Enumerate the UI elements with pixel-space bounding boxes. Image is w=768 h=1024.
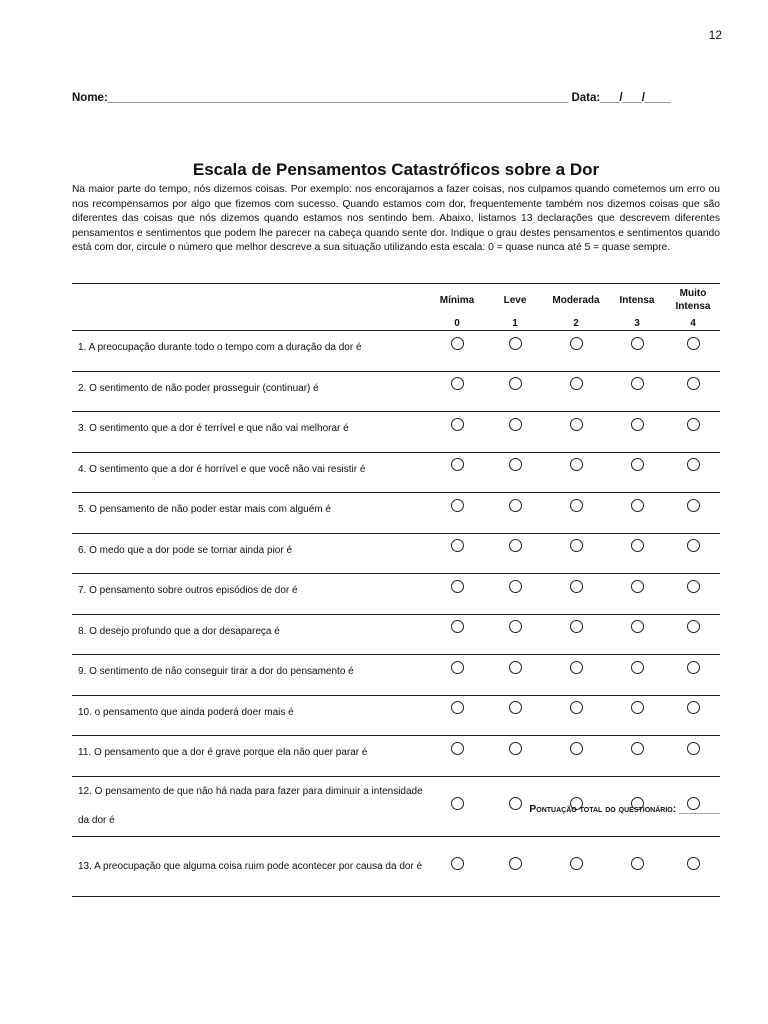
answer-radio-2[interactable]	[570, 539, 583, 552]
question-text: 9. O sentimento de não conseguir tirar a dor do pensamento é	[78, 666, 354, 678]
answer-radio-4[interactable]	[687, 620, 700, 633]
question-column-header	[72, 284, 428, 331]
answer-cell	[428, 452, 486, 493]
question-text: 3. O sentimento que a dor é terrível e que não vai melhorar é	[78, 423, 349, 435]
answer-cell	[544, 493, 608, 534]
answer-radio-3[interactable]	[631, 742, 644, 755]
answer-cell	[608, 836, 666, 896]
answer-radio-3[interactable]	[631, 661, 644, 674]
answer-radio-4[interactable]	[687, 580, 700, 593]
question-text: 8. O desejo profundo que a dor desapareça é	[78, 625, 280, 637]
scale-label: Mínima	[439, 295, 475, 306]
answer-radio-0[interactable]	[451, 701, 464, 714]
answer-radio-2[interactable]	[570, 337, 583, 350]
answer-radio-3[interactable]	[631, 620, 644, 633]
answer-radio-4[interactable]	[687, 377, 700, 390]
answer-radio-1[interactable]	[509, 499, 522, 512]
answer-radio-2[interactable]	[570, 377, 583, 390]
answer-cell	[428, 371, 486, 412]
answer-cell	[544, 452, 608, 493]
answer-cell	[544, 331, 608, 372]
answer-radio-1[interactable]	[509, 580, 522, 593]
answer-cell	[608, 574, 666, 615]
answer-cell	[608, 452, 666, 493]
answer-cell	[486, 493, 544, 534]
scale-label: Moderada	[552, 295, 600, 306]
answer-radio-3[interactable]	[631, 539, 644, 552]
answer-cell	[666, 412, 720, 453]
answer-cell	[544, 412, 608, 453]
answer-radio-2[interactable]	[570, 857, 583, 870]
answer-radio-3[interactable]	[631, 499, 644, 512]
name-date-field[interactable]: Nome:________________________________________________________________________ Data:___/___/____	[72, 92, 671, 104]
question-row	[72, 533, 720, 574]
answer-radio-2[interactable]	[570, 418, 583, 431]
answer-radio-0[interactable]	[451, 742, 464, 755]
answer-cell	[608, 533, 666, 574]
answer-cell	[486, 614, 544, 655]
answer-cell	[608, 331, 666, 372]
answer-radio-0[interactable]	[451, 539, 464, 552]
answer-cell	[608, 736, 666, 777]
scale-value: 3	[634, 318, 640, 329]
question-text: 13. A preocupação que alguma coisa ruim pode acontecer por causa da dor é	[78, 860, 423, 872]
answer-cell	[544, 574, 608, 615]
answer-cell	[544, 371, 608, 412]
scale-label: Muito Intensa	[675, 288, 711, 312]
answer-radio-0[interactable]	[451, 797, 464, 810]
answer-radio-2[interactable]	[570, 458, 583, 471]
scale-header-2	[544, 284, 608, 331]
scale-label: Intensa	[619, 295, 655, 306]
answer-radio-0[interactable]	[451, 580, 464, 593]
answer-radio-0[interactable]	[451, 418, 464, 431]
question-text: 4. O sentimento que a dor é horrível e que você não vai resistir é	[78, 463, 366, 475]
answer-cell	[428, 836, 486, 896]
question-row	[72, 452, 720, 493]
answer-radio-4[interactable]	[687, 337, 700, 350]
answer-cell	[544, 836, 608, 896]
answer-radio-1[interactable]	[509, 701, 522, 714]
answer-cell	[486, 695, 544, 736]
answer-cell	[666, 695, 720, 736]
answer-cell	[486, 412, 544, 453]
answer-cell	[666, 655, 720, 696]
answer-cell	[666, 614, 720, 655]
answer-radio-3[interactable]	[631, 580, 644, 593]
answer-cell	[666, 452, 720, 493]
answer-cell	[428, 574, 486, 615]
answer-cell	[544, 655, 608, 696]
answer-radio-0[interactable]	[451, 661, 464, 674]
answer-cell	[486, 574, 544, 615]
question-row	[72, 331, 720, 372]
answer-cell	[666, 371, 720, 412]
answer-radio-4[interactable]	[687, 742, 700, 755]
answer-cell	[428, 695, 486, 736]
page-number: 12	[708, 28, 722, 42]
question-row	[72, 836, 720, 896]
answer-radio-1[interactable]	[509, 539, 522, 552]
answer-cell	[666, 493, 720, 534]
scale-value: 1	[512, 318, 518, 329]
answer-radio-1[interactable]	[509, 337, 522, 350]
answer-cell	[486, 655, 544, 696]
answer-cell	[428, 776, 486, 836]
scale-header-0	[428, 284, 486, 331]
answer-radio-1[interactable]	[509, 377, 522, 390]
scale-header-3	[608, 284, 666, 331]
answer-radio-4[interactable]	[687, 701, 700, 714]
answer-radio-0[interactable]	[451, 620, 464, 633]
answer-radio-1[interactable]	[509, 418, 522, 431]
scale-header-4	[666, 284, 720, 331]
scale-value: 0	[454, 318, 460, 329]
question-text: 11. O pensamento que a dor é grave porque ela não quer parar é	[78, 747, 368, 759]
answer-radio-0[interactable]	[451, 499, 464, 512]
question-row	[72, 371, 720, 412]
answer-radio-3[interactable]	[631, 701, 644, 714]
question-row	[72, 655, 720, 696]
question-row	[72, 695, 720, 736]
answer-cell	[544, 614, 608, 655]
question-text: 2. O sentimento de não poder prosseguir (continuar) é	[78, 382, 319, 394]
answer-radio-2[interactable]	[570, 620, 583, 633]
answer-cell	[428, 614, 486, 655]
answer-radio-1[interactable]	[509, 857, 522, 870]
answer-cell	[486, 533, 544, 574]
answer-cell	[428, 655, 486, 696]
answer-cell	[608, 614, 666, 655]
answer-radio-3[interactable]	[631, 857, 644, 870]
answer-cell	[666, 331, 720, 372]
question-text: 5. O pensamento de não poder estar mais com alguém é	[78, 504, 331, 516]
answer-radio-0[interactable]	[451, 377, 464, 390]
answer-cell	[428, 412, 486, 453]
scale-header-row	[72, 284, 720, 331]
answer-cell	[608, 371, 666, 412]
question-row	[72, 412, 720, 453]
answer-cell	[608, 695, 666, 736]
answer-cell	[666, 736, 720, 777]
question-row	[72, 614, 720, 655]
scale-value: 2	[573, 318, 579, 329]
scale-label: Leve	[503, 295, 527, 306]
answer-radio-0[interactable]	[451, 458, 464, 471]
answer-cell	[428, 493, 486, 534]
answer-radio-4[interactable]	[687, 418, 700, 431]
answer-radio-3[interactable]	[631, 418, 644, 431]
answer-radio-2[interactable]	[570, 580, 583, 593]
page-title: Escala de Pensamentos Catastróficos sobre a Dor	[192, 160, 600, 179]
answer-cell	[428, 331, 486, 372]
question-row	[72, 736, 720, 777]
question-text: 6. O medo que a dor pode se tornar ainda pior é	[78, 544, 293, 556]
answer-radio-4[interactable]	[687, 661, 700, 674]
scale-value: 4	[690, 318, 696, 329]
answer-cell	[486, 331, 544, 372]
question-row	[72, 574, 720, 615]
question-text: 7. O pensamento sobre outros episódios de dor é	[78, 585, 298, 597]
answer-radio-1[interactable]	[509, 458, 522, 471]
answer-radio-1[interactable]	[509, 661, 522, 674]
question-text: 10. o pensamento que ainda poderá doer mais é	[78, 706, 294, 718]
answer-radio-3[interactable]	[631, 337, 644, 350]
answer-radio-3[interactable]	[631, 458, 644, 471]
scale-header-1	[486, 284, 544, 331]
answer-radio-2[interactable]	[570, 701, 583, 714]
answer-cell	[608, 412, 666, 453]
answer-cell	[544, 736, 608, 777]
answer-cell	[666, 836, 720, 896]
instructions-paragraph: Na maior parte do tempo, nós dizemos coisas. Por exemplo: nos encorajamos a fazer coisas, nos culpamos quando cometemos um erro ou nos recompensamos por algo que fizemos com sucesso. Quando estamos com dor, frequentemente também nos dizemos coisas que são diferentes das coisas que nós dizemos quando estamos nos sentindo bem. Abaixo, listamos 13 declarações que descrevem diferentes pensamentos e sentimentos que podem lhe parecer na cabeça quando sente dor. Indique o grau destes pensamentos e sentimentos quando está com dor, circule o número que melhor descreve a sua situação utilizando esta escala: 0 = quase nunca até 5 = quase sempre.	[72, 184, 720, 253]
answer-cell	[544, 695, 608, 736]
answer-cell	[666, 574, 720, 615]
answer-cell	[428, 533, 486, 574]
answer-radio-1[interactable]	[509, 620, 522, 633]
answer-cell	[486, 452, 544, 493]
answer-radio-2[interactable]	[570, 661, 583, 674]
answer-cell	[608, 655, 666, 696]
question-text: 1. A preocupação durante todo o tempo com a duração da dor é	[78, 342, 362, 354]
answer-radio-2[interactable]	[570, 742, 583, 755]
total-score-field[interactable]: Pontuação total do questionário: _______	[529, 803, 720, 815]
answer-cell	[486, 836, 544, 896]
answer-cell	[608, 493, 666, 534]
answer-cell	[428, 736, 486, 777]
answer-cell	[486, 736, 544, 777]
answer-cell	[486, 371, 544, 412]
question-row	[72, 493, 720, 534]
answer-cell	[666, 533, 720, 574]
answer-radio-4[interactable]	[687, 857, 700, 870]
answer-radio-0[interactable]	[451, 337, 464, 350]
answer-radio-1[interactable]	[509, 797, 522, 810]
answer-radio-2[interactable]	[570, 499, 583, 512]
answer-radio-4[interactable]	[687, 458, 700, 471]
answer-radio-1[interactable]	[509, 742, 522, 755]
answer-radio-3[interactable]	[631, 377, 644, 390]
answer-radio-4[interactable]	[687, 539, 700, 552]
answer-cell	[544, 533, 608, 574]
question-text: 12. O pensamento de que não há nada para fazer para diminuir a intensidade da dor é	[78, 786, 423, 826]
answer-radio-0[interactable]	[451, 857, 464, 870]
answer-radio-4[interactable]	[687, 499, 700, 512]
